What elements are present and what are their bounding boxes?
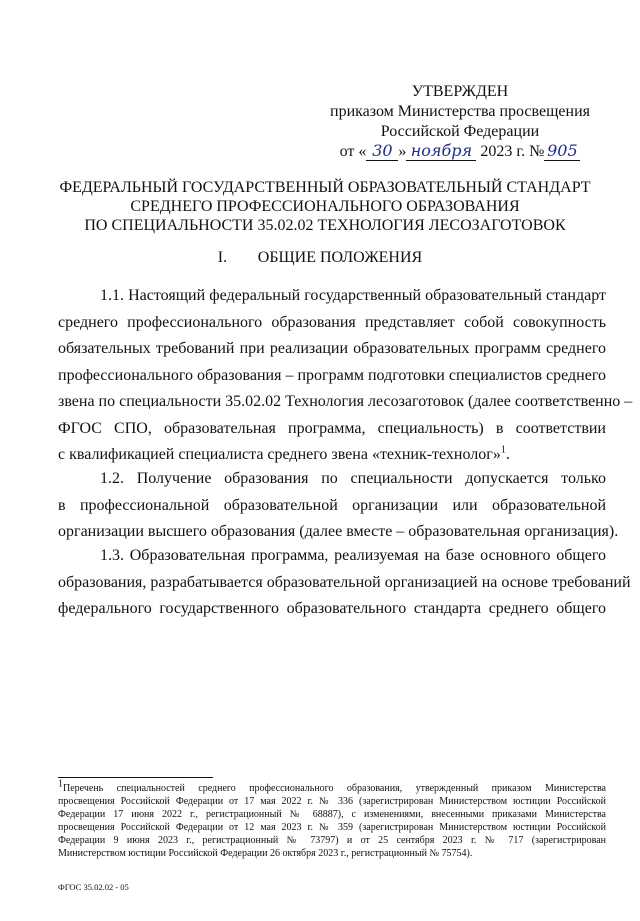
paragraph-line: обязательных требований при реализации образовательных программ среднего xyxy=(58,340,606,357)
approval-heading: УТВЕРЖДЕН xyxy=(411,83,509,100)
approval-country-line: Российской Федерации xyxy=(380,123,540,140)
section-title: ОБЩИЕ ПОЛОЖЕНИЯ xyxy=(257,249,423,266)
paragraph-1-3 xyxy=(58,543,631,623)
section-number: I. xyxy=(217,249,228,266)
footnote-line: просвещения Российской Федерации от 12 мая 2023 г. № 359 (зарегистрирован Министерством юстиции Российской xyxy=(58,822,606,833)
footnote-line: просвещения Российской Федерации от 17 мая 2022 г. № 336 (зарегистрирован Министерством юстиции Российской xyxy=(58,796,606,807)
date-month-blank xyxy=(406,143,476,161)
handwritten-month: ноября xyxy=(410,141,473,160)
approval-order-line: приказом Министерства просвещения xyxy=(330,103,590,120)
paragraph-line: в профессиональной образовательной организации или образовательной xyxy=(58,496,606,514)
paragraph-line: 1.2. Получение образования по специальности допускается только xyxy=(100,470,606,487)
footnote-line: Федерации 17 июня 2022 г., регистрационный № 68887), с изменениями, внесенными приказами Министерства xyxy=(58,809,606,820)
paragraph-line: организации высшего образования (далее вместе – образовательная организация). xyxy=(58,523,619,540)
paragraph-1-1 xyxy=(58,283,633,469)
footnote-line: Министерством юстиции Российской Федерации 26 октября 2023 г., регистрационный № 75754). xyxy=(58,848,473,859)
title-line-2: СРЕДНЕГО ПРОФЕССИОНАЛЬНОГО ОБРАЗОВАНИЯ xyxy=(130,198,520,215)
paragraph-line: федерального государственного образовательного стандарта среднего общего xyxy=(58,600,606,617)
paragraph-line-last xyxy=(58,442,606,469)
document-title xyxy=(30,178,620,235)
title-line-1: ФЕДЕРАЛЬНЫЙ ГОСУДАРСТВЕННЫЙ ОБРАЗОВАТЕЛЬНЫЙ СТАНДАРТ xyxy=(59,179,591,196)
footnote-separator xyxy=(58,777,213,778)
title-line-3: ПО СПЕЦИАЛЬНОСТИ 35.02.02 ТЕХНОЛОГИЯ ЛЕСОЗАГОТОВОК xyxy=(84,217,566,234)
date-day-blank xyxy=(366,143,398,161)
footnote-line: Федерации 9 июня 2023 г., регистрационный № 73797) и от 25 сентября 2023 г. № 717 (зарегистрирован xyxy=(58,835,606,846)
paragraph-line: профессионального образования – программ подготовки специалистов среднего xyxy=(58,366,606,384)
paragraph-line: звена по специальности 35.02.02 Технология лесозаготовок (далее соответственно – xyxy=(58,393,633,410)
section-heading xyxy=(0,248,640,268)
paragraph-line: образования, разрабатывается образовательной организацией на основе требований xyxy=(58,573,631,591)
date-prefix: от « xyxy=(339,143,367,160)
paragraph-text: с квалификацией специалиста среднего звена «техник-технолог» xyxy=(58,446,501,463)
footnote-reference: 1 xyxy=(500,444,506,456)
paragraph-line: ФГОС СПО, образовательная программа, специальность) в соответствии xyxy=(58,419,606,437)
paragraph-line: 1.1. Настоящий федеральный государственный образовательный стандарт xyxy=(100,287,606,304)
handwritten-day: 30 xyxy=(372,141,393,160)
paragraph-1-2 xyxy=(58,466,619,546)
approval-date-line xyxy=(330,142,590,162)
order-number-blank xyxy=(544,143,580,161)
footnote xyxy=(58,778,606,860)
paragraph-end: . xyxy=(505,446,510,463)
footnote-line: $^1$Перечень специальностей среднего профессионального образования, утвержденный приказом Министерства xyxy=(58,778,606,794)
paragraph-line: среднего профессионального образования представляет собой совокупность xyxy=(58,313,606,331)
approval-block xyxy=(330,82,590,162)
paragraph-line: 1.3. Образовательная программа, реализуемая на базе основного общего xyxy=(100,547,606,564)
date-mid: » xyxy=(398,143,407,160)
handwritten-number: 905 xyxy=(547,141,578,160)
footnote-mark: 1 xyxy=(58,778,63,790)
date-year-number: 2023 г. № xyxy=(480,143,545,160)
footer-document-code: ФГОС 35.02.02 - 05 xyxy=(58,882,129,892)
